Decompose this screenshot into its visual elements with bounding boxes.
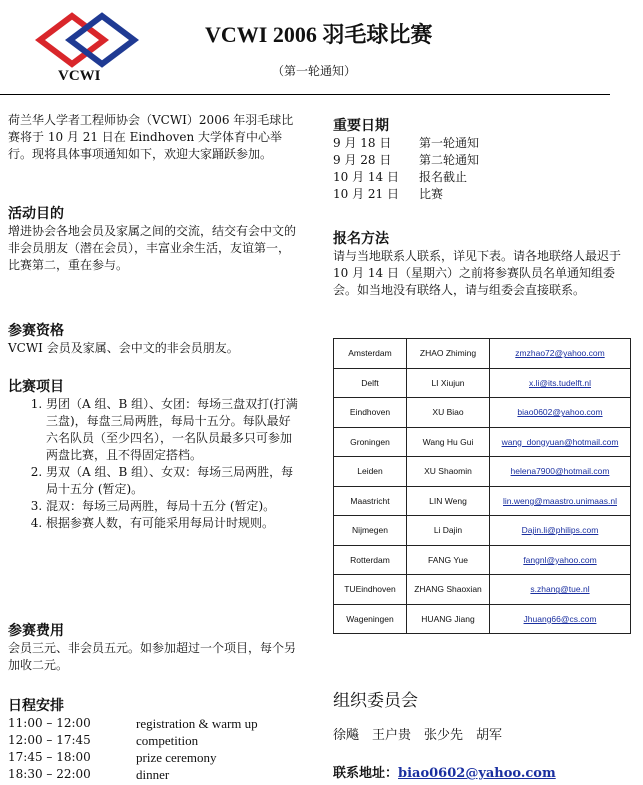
registration-heading: 报名方法	[333, 231, 389, 247]
schedule-row	[8, 766, 298, 783]
contact-city: Maastricht	[334, 486, 407, 516]
contact-name: FANG Yue	[407, 545, 490, 575]
table-row	[334, 398, 631, 428]
contact-name: LIN Weng	[407, 486, 490, 516]
registration-section	[333, 230, 625, 299]
schedule-row	[8, 749, 298, 766]
fees-heading: 参赛费用	[8, 623, 64, 639]
list-item: 3. 混双：每场三局两胜，每局十五分 (暂定)。	[46, 498, 298, 515]
date-label: 比赛	[419, 187, 444, 201]
contact-name: XU Biao	[407, 398, 490, 428]
committee-contact	[333, 762, 556, 781]
contact-name: XU Shaomin	[407, 457, 490, 487]
schedule-time: 17:45 – 18:00	[8, 750, 91, 764]
page-subtitle: （第一轮通知）	[272, 64, 357, 78]
contact-email-link[interactable]: helena7900@hotmail.com	[510, 466, 610, 477]
contact-city: Leiden	[334, 457, 407, 487]
contact-email-cell	[490, 368, 631, 398]
schedule-time: 18:30 – 22:00	[8, 767, 91, 781]
contact-email-link[interactable]: lin.weng@maastro.unimaas.nl	[503, 495, 617, 506]
contact-email-cell	[490, 575, 631, 605]
committee-heading: 组织委员会	[333, 691, 418, 711]
contact-name: Li Dajin	[407, 516, 490, 546]
date-value: 9 月 28 日	[333, 153, 392, 167]
purpose-section	[8, 205, 298, 274]
intro-section	[8, 112, 298, 163]
table-row	[334, 457, 631, 487]
date-label: 第二轮通知	[419, 153, 480, 167]
contact-name: LI Xiujun	[407, 368, 490, 398]
events-list	[8, 396, 298, 532]
date-row	[333, 186, 625, 203]
contact-email-link[interactable]: wang_dongyuan@hotmail.com	[501, 436, 619, 447]
logo-text: VCWI	[58, 68, 101, 84]
contact-email-cell	[490, 604, 631, 634]
contact-name: Wang Hu Gui	[407, 427, 490, 457]
date-label: 报名截止	[419, 170, 468, 184]
contact-city: Groningen	[334, 427, 407, 457]
purpose-heading: 活动目的	[8, 206, 64, 222]
schedule-event: competition	[136, 733, 199, 748]
eligibility-section	[8, 322, 298, 357]
schedule-event: prize ceremony	[136, 750, 217, 765]
contact-name: ZHAO Zhiming	[407, 339, 490, 369]
contact-email-cell	[490, 427, 631, 457]
contact-email-link[interactable]: fangnl@yahoo.com	[523, 554, 597, 565]
date-value: 10 月 14 日	[333, 170, 399, 184]
schedule-row	[8, 732, 298, 749]
contact-email-link[interactable]: Dajin.li@philips.com	[521, 525, 599, 536]
dates-heading: 重要日期	[333, 118, 389, 134]
contact-name: ZHANG Shaoxian	[407, 575, 490, 605]
contact-email-link[interactable]: biao0602@yahoo.com	[517, 407, 603, 418]
date-value: 9 月 18 日	[333, 136, 392, 150]
committee-members: 徐飚 王户贵 张少先 胡军	[333, 728, 503, 743]
table-row	[334, 427, 631, 457]
table-row	[334, 339, 631, 369]
list-item: 2. 男双（A 组、B 组）、女双：每场三局两胜，每局十五分 (暂定)。	[46, 464, 298, 498]
date-row	[333, 169, 625, 186]
contact-email-link[interactable]: biao0602@yahoo.com	[398, 766, 556, 781]
table-row	[334, 486, 631, 516]
contact-city: Amsterdam	[334, 339, 407, 369]
table-row	[334, 516, 631, 546]
contact-city: Wageningen	[334, 604, 407, 634]
contact-email-cell	[490, 516, 631, 546]
schedule-section	[8, 697, 298, 783]
contact-email-link[interactable]: s.zhang@tue.nl	[530, 584, 590, 595]
date-row	[333, 135, 625, 152]
table-row	[334, 575, 631, 605]
contact-email-link[interactable]: x.li@its.tudelft.nl	[528, 377, 591, 388]
contact-city: Eindhoven	[334, 398, 407, 428]
contact-city: Rotterdam	[334, 545, 407, 575]
schedule-heading: 日程安排	[8, 698, 64, 714]
date-row	[333, 152, 625, 169]
contact-email-cell	[490, 545, 631, 575]
contact-email-cell	[490, 398, 631, 428]
events-heading: 比赛项目	[8, 379, 64, 395]
schedule-time: 12:00 – 17:45	[8, 733, 91, 747]
eligibility-text: VCWI 会员及家属、会中文的非会员朋友。	[8, 341, 239, 355]
schedule-event: dinner	[136, 767, 170, 782]
fees-section	[8, 622, 298, 674]
purpose-text: 增进协会各地会员及家属之间的交流，结交有会中文的非会员朋友（潜在会员），丰富业余生活，友谊第一，比赛第二，重在参与。	[8, 224, 297, 272]
contact-city: TUEindhoven	[334, 575, 407, 605]
list-item: 1. 男团（A 组、B 组）、女团：每场三盘双打(打满三盘)，每盘三局两胜，每局十五分。每队最好六名队员（至少四名），一名队员最多只可参加两盘比赛，且不得固定搭档。	[46, 396, 298, 464]
schedule-time: 11:00 – 12:00	[8, 716, 91, 730]
table-row	[334, 368, 631, 398]
registration-text: 请与当地联系人联系，详见下表。请各地联络人最迟于 10 月 14 日（星期六）之前将参赛队员名单通知组委会。如当地没有联络人，请与组委会直接联系。	[333, 249, 622, 297]
schedule-row	[8, 715, 298, 732]
contact-email-link[interactable]: zmzhao72@yahoo.com	[515, 348, 605, 359]
intro-text: 荷兰华人学者工程师协会（VCWI）2006 年羽毛球比赛将于 10 月 21 日在 Eindhoven 大学体育中心举行。现将具体事项通知如下，欢迎大家踊跃参加。	[8, 113, 294, 161]
contact-email-cell	[490, 486, 631, 516]
page-title: VCWI 2006 羽毛球比赛	[205, 22, 433, 47]
contact-city: Nijmegen	[334, 516, 407, 546]
eligibility-heading: 参赛资格	[8, 323, 64, 339]
contact-name: HUANG Jiang	[407, 604, 490, 634]
date-value: 10 月 21 日	[333, 187, 399, 201]
contacts-table	[333, 338, 631, 634]
contact-email-link[interactable]: Jhuang66@cs.com	[523, 613, 597, 624]
events-section	[8, 378, 298, 532]
contact-email-cell	[490, 457, 631, 487]
dates-section	[333, 117, 625, 203]
list-item: 4. 根据参赛人数，有可能采用每局计时规则。	[46, 515, 298, 532]
contact-email-cell	[490, 339, 631, 369]
table-row	[334, 545, 631, 575]
header-divider	[0, 94, 610, 95]
contact-label: 联系地址：	[333, 766, 399, 781]
fees-text: 会员三元、非会员五元。如参加超过一个项目，每个另加收二元。	[8, 641, 297, 672]
table-row	[334, 604, 631, 634]
schedule-event: registration & warm up	[136, 716, 258, 731]
contact-city: Delft	[334, 368, 407, 398]
date-label: 第一轮通知	[419, 136, 480, 150]
